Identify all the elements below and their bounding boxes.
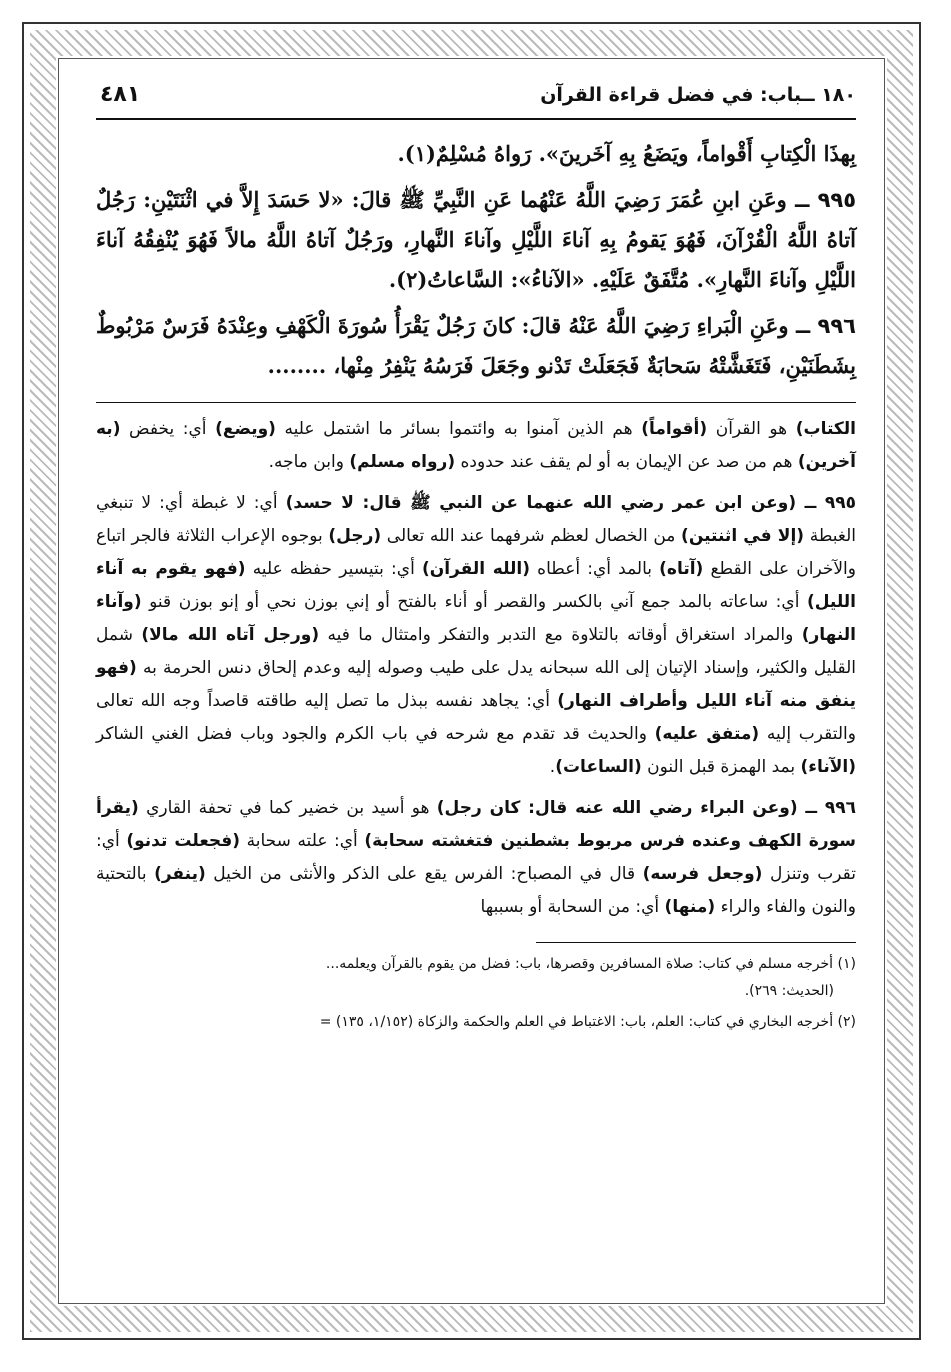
hadith-995-number: ٩٩٥ ــ	[795, 188, 857, 212]
hadith-996-number: ٩٩٦ ــ	[795, 314, 856, 338]
commentary-paragraph-995	[96, 487, 856, 784]
footnote-2: (٢) أخرجه البخاري في كتاب: العلم، باب: الاغتباط في العلم والحكمة والزكاة (١/١٥٢، ١٣٥) =	[319, 1014, 856, 1030]
commentary-text: هو أسيد بن خضير كما في تحفة القاري	[138, 798, 437, 818]
commentary-term: (أقواماً)	[641, 419, 708, 439]
matn-continuation: بِهذَا الْكِتابِ أَقْواماً، ويَضَعُ بِهِ آخَرينَ». رَواهُ مُسْلِمٌ(١).	[397, 141, 856, 166]
commentary-text: بالمد أي: أعطاه	[530, 559, 660, 579]
page-header	[96, 78, 856, 120]
page-number: ٤٨١	[100, 82, 141, 107]
commentary-text: وابن ماجه.	[268, 452, 350, 472]
commentary-text: أي: لا غبطة أي: لا تنبغي الغبطة	[96, 493, 857, 546]
commentary-term: (يقرأ سورة الكهف وعنده فرس مربوط بشطنين فتغشته سحابة)	[96, 798, 856, 851]
section-divider	[96, 402, 856, 403]
commentary-text: بوجوه الإعراب الثلاثة فالجر اتباع والآخران على القطع	[96, 526, 856, 579]
commentary-term: (الساعات)	[555, 757, 642, 777]
hadith-995-text: وعَنِ ابنِ عُمَرَ رَضِيَ اللَّهُ عَنْهُما عَنِ النَّبِيِّ ﷺ قالَ: «لا حَسَدَ إِلاَّ في اثْنَتَيْنِ: رَجُلٌ آتاهُ اللَّهُ الْقُرْآنَ، فَهُوَ يَقومُ بِهِ آناءَ اللَّيْلِ وآناءَ النَّهارِ، ورَجُلٌ آتاهُ اللَّهُ مالاً فَهُوَ يُنْفِقُهُ آناءَ اللَّيْلِ وآناءَ النَّهارِ». مُتَّفَقٌ عَلَيْهِ. «الآناءُ»: السَّاعاتُ(٢).	[96, 187, 856, 292]
commentary-text: هو القرآن	[707, 419, 796, 439]
commentary-text: والحديث قد تقدم مع شرحه في باب الكرم والجود وباب فضل الغني الشاكر	[96, 724, 655, 744]
commentary-text: .	[549, 757, 556, 777]
commentary-term: (منها)	[664, 897, 716, 917]
commentary-term: (ويضع)	[215, 419, 276, 439]
commentary-term: (إلا في اثنتين)	[681, 526, 805, 546]
commentary-text: من الخصال لعظم شرفهما عند الله تعالى	[381, 526, 682, 546]
commentary-paragraph	[96, 413, 856, 479]
hadith-996-text: وعَنِ الْبَراءِ رَضِيَ اللَّهُ عَنْهُ قالَ: كانَ رَجُلٌ يَقْرَأُ سُورَةَ الْكَهْفِ وعِنْدَهُ فَرَسٌ مَرْبُوطٌ بِشَطَنَيْنِ، فَتَغَشَّتْهُ سَحابَةٌ فَجَعَلَتْ تَدْنو وجَعَلَ فَرَسُهُ يَنْفِرُ مِنْها، ........	[96, 313, 856, 378]
commentary-term: (الله القرآن)	[421, 559, 530, 579]
commentary-paragraph-996	[96, 792, 856, 924]
commentary-text: أي: من السحابة أو بسببها	[480, 897, 665, 917]
commentary-term: (ورجل آتاه الله مالا)	[141, 625, 320, 645]
footnote-1-line-2: (الحديث: ٢٦٩).	[744, 983, 834, 999]
commentary-term: ٩٩٦ ــ (وعن البراء رضي الله عنه قال: كان رجل)	[436, 798, 856, 818]
commentary-term: (رجل)	[328, 526, 382, 546]
commentary-text: هم من صد عن الإيمان به أو لم يقف عند حدوده	[455, 452, 798, 472]
commentary-text: أي: يخفض	[120, 419, 216, 439]
page-content	[96, 78, 856, 1308]
commentary-term: ٩٩٥ ــ (وعن ابن عمر رضي الله عنهما عن النبي ﷺ قال: لا حسد)	[285, 493, 856, 513]
commentary-text: بمد الهمزة قبل النون	[641, 757, 801, 777]
commentary-term: (فجعلت تدنو)	[126, 831, 241, 851]
commentary-term: (رواه مسلم)	[349, 452, 456, 472]
commentary-term: (وجعل فرسه)	[642, 864, 763, 884]
commentary-text: بالتحتية والنون والفاء والراء	[96, 864, 856, 917]
hadith-996	[96, 306, 856, 386]
commentary-text: أي: يجاهد نفسه ببذل ما تصل إليه طاقته قاصداً وجه الله تعالى والتقرب إليه	[96, 691, 856, 744]
commentary-text: أي: تقرب وتنزل	[96, 831, 856, 884]
hadith-995	[96, 180, 856, 300]
commentary-text: شمل القليل والكثير، وإسناد الإتيان إلى الله سبحانه يدل على طيب وصوله إليه وعدم إلحاق دنس الحرمة به	[96, 625, 856, 678]
footnotes	[96, 951, 856, 1036]
commentary-term: (متفق عليه)	[654, 724, 760, 744]
running-title: ١٨٠ ــباب: في فضل قراءة القرآن	[540, 84, 856, 106]
commentary-text: أي: ساعاته بالمد جمع آني بالكسر والقصر أو أناء بالفتح أو إني بوزن نحي أو إنو بوزن قنو	[141, 592, 807, 612]
footnote-1	[96, 951, 856, 1005]
commentary-term: (آتاه)	[659, 559, 704, 579]
commentary-text: والمراد استغراق أوقاته بالتلاوة مع التدبر والتفكر وامتثال ما فيه	[319, 625, 802, 645]
commentary-term: (فهو ينفق منه آناء الليل وأطراف النهار)	[96, 658, 857, 711]
hadith-text	[96, 134, 856, 386]
commentary-term: الكتاب)	[795, 419, 856, 439]
commentary-term: (وآناء النهار)	[96, 592, 856, 645]
commentary-text: هم الذين آمنوا به وائتموا بسائر ما اشتمل عليه	[275, 419, 642, 439]
commentary-term: (فهو يقوم به آناء الليل)	[96, 559, 856, 612]
commentary-text: أي: بتيسير حفظه عليه	[245, 559, 422, 579]
commentary-term: (ينفر)	[154, 864, 206, 884]
commentary-term: (الآناء)	[800, 757, 856, 777]
commentary-text: قال في المصباح: الفرس يقع على الذكر والأنثى من الخيل	[205, 864, 643, 884]
commentary-text: أي: علته سحابة	[240, 831, 365, 851]
commentary	[96, 413, 856, 924]
footnote-1-line-1: (١) أخرجه مسلم في كتاب: صلاة المسافرين وقصرها، باب: فضل من يقوم بالقرآن ويعلمه...	[325, 956, 856, 972]
commentary-term: (به آخرين)	[96, 419, 856, 472]
footnote-divider	[536, 942, 856, 943]
